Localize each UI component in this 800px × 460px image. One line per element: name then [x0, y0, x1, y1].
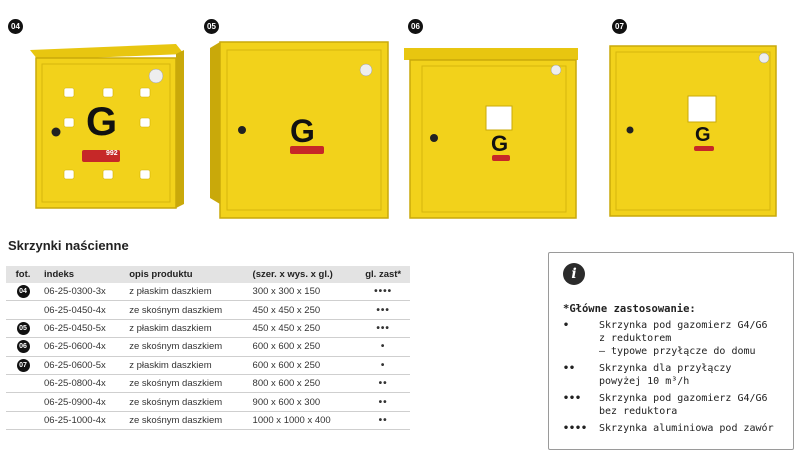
col-desc: opis produktu — [125, 266, 248, 283]
info-item — [563, 362, 791, 388]
cell-usage — [356, 301, 410, 319]
cell-index — [40, 283, 125, 301]
cell-size-text: 450 x 450 x 250 — [252, 304, 321, 316]
cell-size-text: 450 x 450 x 250 — [252, 322, 321, 334]
cell-size-text: 1000 x 1000 x 400 — [252, 414, 331, 426]
cell-index-text: 06-25-0600-5x — [44, 359, 106, 371]
cell-size — [249, 356, 357, 374]
cell-fot — [6, 319, 40, 337]
cell-fot — [6, 283, 40, 301]
gas-letter-06: G — [491, 131, 509, 156]
product-photo-04 — [0, 0, 200, 230]
cabinet-06-illustration — [400, 0, 600, 230]
info-item — [563, 422, 791, 435]
cell-desc-text: ze skośnym daszkiem — [129, 304, 223, 316]
cell-size-text: 800 x 600 x 250 — [252, 378, 321, 390]
cell-size-text: 300 x 300 x 150 — [252, 286, 321, 298]
cell-fot — [6, 411, 40, 429]
cell-size — [249, 411, 357, 429]
cell-index — [40, 319, 125, 337]
info-text: Skrzynka dla przyłączy powyżej 10 m³/h — [599, 363, 732, 387]
info-box — [548, 252, 794, 450]
table-header-row — [6, 266, 410, 283]
cell-desc-text: z płaskim daszkiem — [129, 286, 212, 298]
photo-badge: 07 — [612, 19, 627, 34]
info-text: Skrzynka pod gazomierz G4/G6 bez reduktora — [599, 393, 768, 417]
cell-index-text: 06-25-0600-4x — [44, 341, 106, 353]
cell-usage — [356, 338, 410, 356]
cell-desc — [125, 393, 248, 411]
cell-usage — [356, 393, 410, 411]
cell-usage — [356, 319, 410, 337]
table-row — [6, 283, 410, 301]
cell-usage — [356, 411, 410, 429]
row-photo-badge: 04 — [17, 285, 30, 298]
table-row — [6, 301, 410, 319]
cabinet-07-illustration — [600, 0, 800, 230]
product-photo-06 — [400, 0, 600, 230]
cell-desc — [125, 374, 248, 392]
info-text: Skrzynka pod gazomierz G4/G6 z reduktorem – typowe przyłącze do domu — [599, 320, 768, 357]
info-item — [563, 392, 791, 418]
cell-desc-text: ze skośnym daszkiem — [129, 378, 223, 390]
section-title: Skrzynki naścienne — [8, 238, 129, 253]
cell-fot — [6, 374, 40, 392]
product-photo-07 — [600, 0, 800, 230]
table-row — [6, 374, 410, 392]
info-heading: *Główne zastosowanie: — [563, 303, 696, 315]
cell-size-text: 900 x 600 x 300 — [252, 396, 321, 408]
col-index: indeks — [40, 266, 125, 283]
gas-letter-04: G — [86, 100, 118, 144]
cell-index — [40, 356, 125, 374]
cell-desc — [125, 319, 248, 337]
cell-desc — [125, 338, 248, 356]
info-bullet: ••• — [563, 393, 582, 404]
sticker-number-04: 992 — [106, 150, 118, 157]
cell-size-text: 600 x 600 x 250 — [252, 341, 321, 353]
info-list — [563, 319, 791, 439]
cell-fot — [6, 338, 40, 356]
cell-size — [249, 393, 357, 411]
photo-badge: 06 — [408, 19, 423, 34]
table-row — [6, 338, 410, 356]
cell-size — [249, 338, 357, 356]
table-row — [6, 393, 410, 411]
products-table — [6, 266, 410, 430]
cell-index-text: 06-25-0300-3x — [44, 286, 106, 298]
cell-desc-text: z płaskim daszkiem — [129, 359, 212, 371]
cell-usage-text: ••• — [376, 322, 390, 334]
cell-fot — [6, 301, 40, 319]
col-fot: fot. — [6, 266, 40, 283]
col-usage: gl. zast* — [356, 266, 410, 283]
info-icon: i — [563, 263, 585, 285]
cell-desc-text: ze skośnym daszkiem — [129, 414, 223, 426]
cell-index-text: 06-25-0800-4x — [44, 378, 106, 390]
cell-size — [249, 283, 357, 301]
cell-usage — [356, 283, 410, 301]
cell-size — [249, 301, 357, 319]
cell-usage-text: •••• — [374, 286, 393, 298]
cell-desc — [125, 283, 248, 301]
cell-usage-text: •• — [378, 378, 388, 390]
info-bullet: •••• — [563, 423, 588, 434]
info-text: Skrzynka aluminiowa pod zawór — [599, 423, 774, 434]
gas-letter-07: G — [695, 124, 711, 146]
cell-index-text: 06-25-1000-4x — [44, 414, 106, 426]
cell-usage — [356, 374, 410, 392]
cell-desc — [125, 411, 248, 429]
cell-desc — [125, 301, 248, 319]
col-size: (szer. x wys. x gl.) — [249, 266, 357, 283]
cell-index-text: 06-25-0900-4x — [44, 396, 106, 408]
info-item — [563, 319, 791, 358]
cell-fot — [6, 393, 40, 411]
photo-badge: 04 — [8, 19, 23, 34]
cell-index — [40, 374, 125, 392]
table-row — [6, 411, 410, 429]
cell-size-text: 600 x 600 x 250 — [252, 359, 321, 371]
cell-usage-text: ••• — [376, 304, 390, 316]
cell-index — [40, 411, 125, 429]
cell-usage-text: • — [380, 359, 386, 371]
cell-size — [249, 374, 357, 392]
row-photo-badge: 06 — [17, 340, 30, 353]
cell-desc-text: ze skośnym daszkiem — [129, 341, 223, 353]
cell-index — [40, 338, 125, 356]
cell-size — [249, 319, 357, 337]
row-photo-badge: 07 — [17, 359, 30, 372]
cell-index-text: 06-25-0450-5x — [44, 322, 106, 334]
cell-index — [40, 393, 125, 411]
table-row — [6, 356, 410, 374]
cell-index — [40, 301, 125, 319]
table-row — [6, 319, 410, 337]
cell-desc — [125, 356, 248, 374]
info-bullet: • — [563, 320, 570, 331]
info-bullet: •• — [563, 363, 576, 374]
cell-fot — [6, 356, 40, 374]
cell-desc-text: z płaskim daszkiem — [129, 322, 212, 334]
photo-badge: 05 — [204, 19, 219, 34]
product-photo-05 — [200, 0, 400, 230]
cell-usage-text: •• — [378, 396, 388, 408]
cell-index-text: 06-25-0450-4x — [44, 304, 106, 316]
cell-desc-text: ze skośnym daszkiem — [129, 396, 223, 408]
gas-letter-05: G — [290, 113, 315, 149]
cell-usage — [356, 356, 410, 374]
row-photo-badge: 05 — [17, 322, 30, 335]
cell-usage-text: • — [380, 341, 386, 353]
cell-usage-text: •• — [378, 414, 388, 426]
